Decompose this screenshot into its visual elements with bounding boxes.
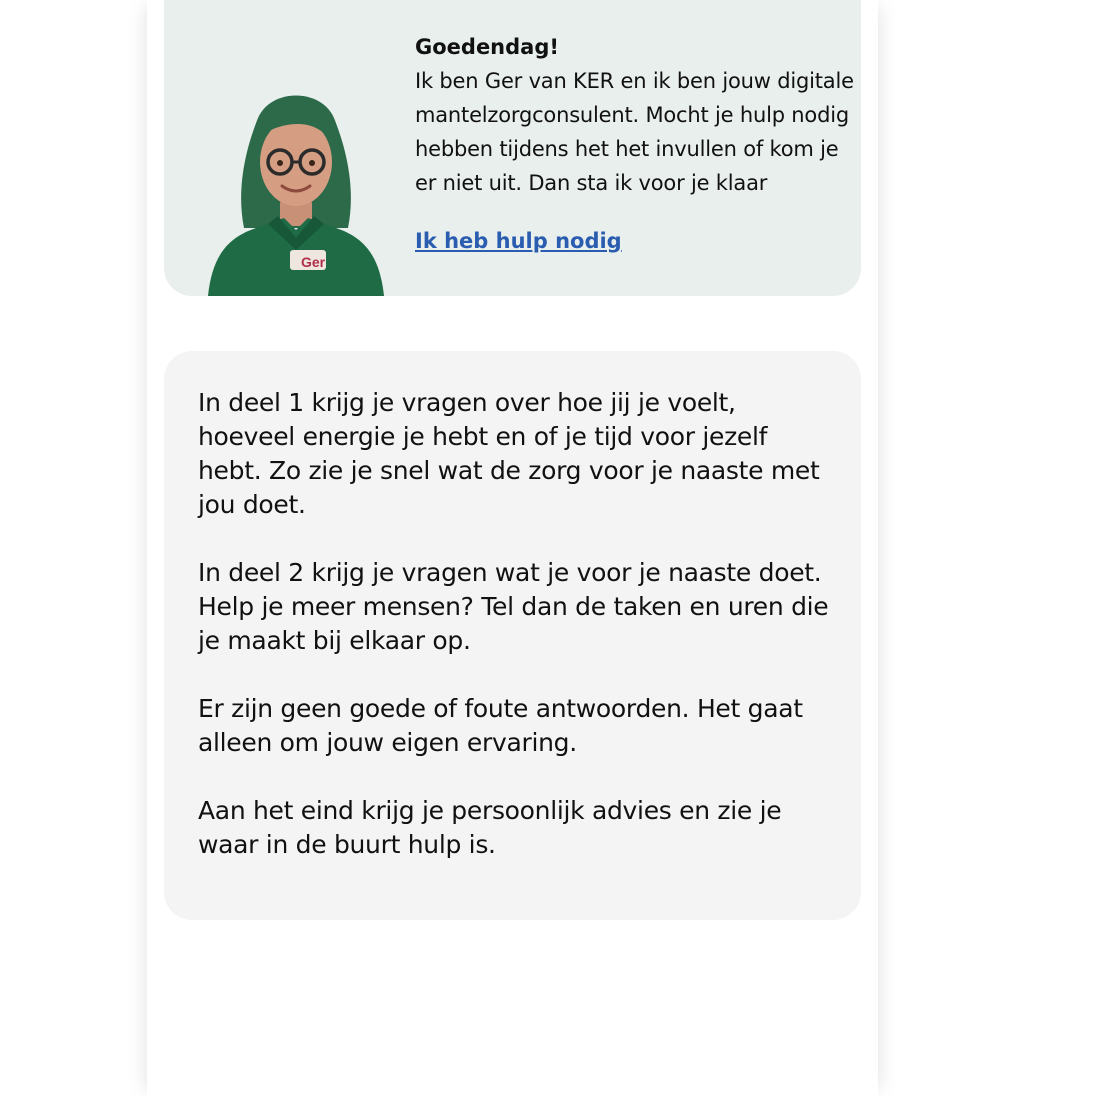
info-paragraph-advice: Aan het eind krijg je persoonlijk advies en zie je waar in de buurt hulp is.	[198, 796, 782, 859]
need-help-link[interactable]: Ik heb hulp nodig	[415, 229, 622, 253]
info-text	[198, 386, 838, 896]
helper-card	[164, 0, 861, 296]
info-paragraph-part-1: In deel 1 krijg je vragen over hoe jij je voelt, hoeveel energie je hebt en of je tijd voor jezelf hebt. Zo zie je snel wat de zorg voor je naaste met jou doet.	[198, 388, 820, 519]
info-card	[164, 351, 861, 920]
greeting-heading: Goedendag!	[415, 35, 559, 59]
info-paragraph-answers: Er zijn geen goede of foute antwoorden. Het gaat alleen om jouw eigen ervaring.	[198, 694, 803, 757]
name-badge-label: Ger	[300, 254, 326, 270]
helper-message	[415, 30, 855, 258]
helper-intro-text: Ik ben Ger van KER en ik ben jouw digitale mantelzorgconsulent. Mocht je hulp nodig hebben tijdens het het invullen of kom je er niet uit. Dan sta ik voor je klaar	[415, 69, 854, 195]
info-paragraph-part-2: In deel 2 krijg je vragen wat je voor je naaste doet. Help je meer mensen? Tel dan de taken en uren die je maakt bij elkaar op.	[198, 558, 829, 655]
